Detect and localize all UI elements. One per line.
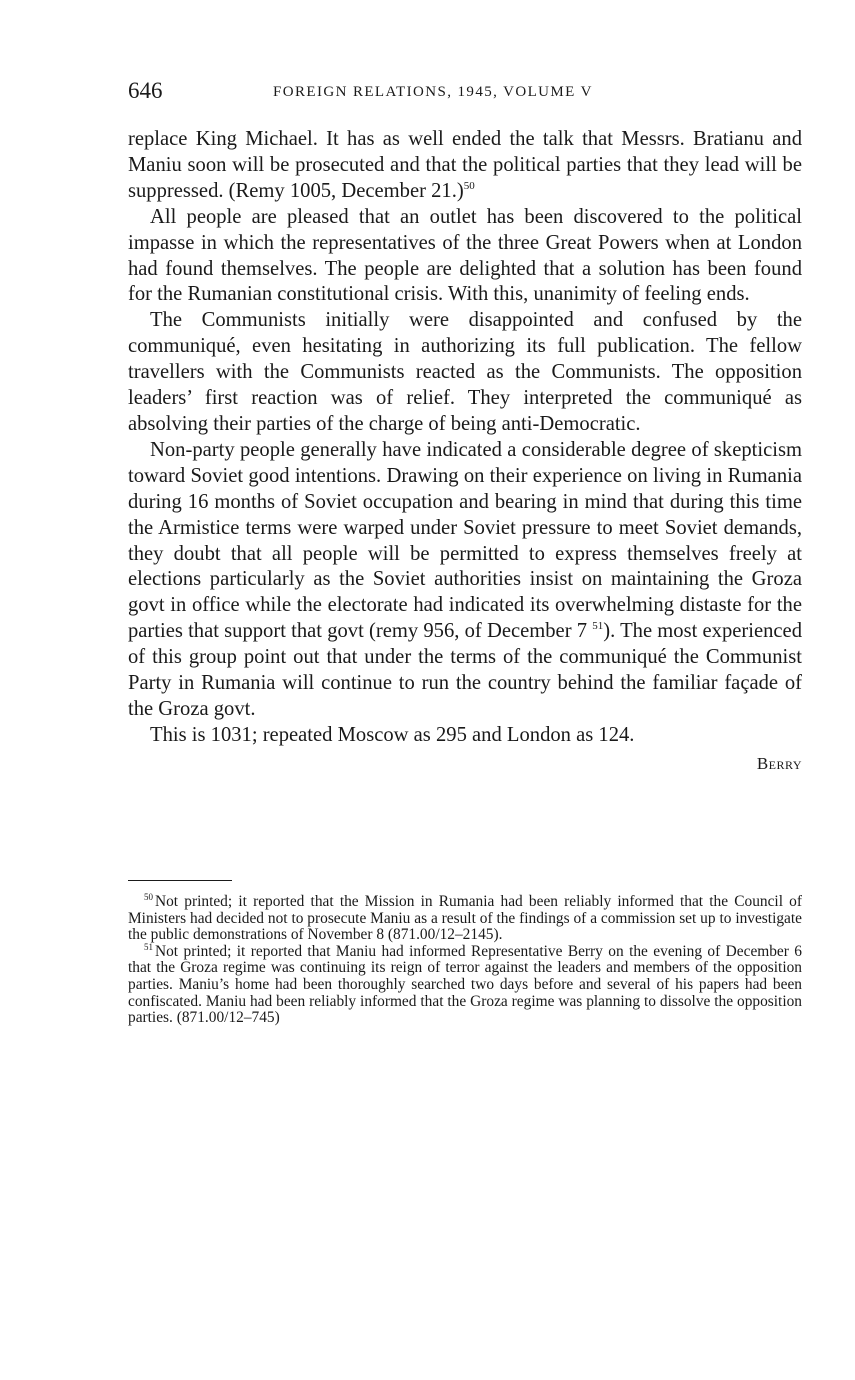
footnote-ref-51[interactable]: 51 (592, 620, 604, 633)
footnote-50-number: 50 (144, 892, 153, 902)
footnote-51-number: 51 (144, 941, 153, 952)
signature: Berry (756, 753, 802, 773)
footnotes (128, 894, 802, 1027)
footnote-50-text: Not printed; it reported that the Mission in Rumania had been reliably informed that the Council of Ministers had decided not to prosecute Maniu as a result of the findings of a commission set up to investigate the public demonstrations of November 8 (871.00/12–2145). (128, 893, 802, 944)
paragraph-3: The Communists initially were disappointed and confused by the communiqué, even hesitating in authorizing its full publication. The fellow travellers with the Communists reacted as the Communists. The opposition leaders’ first reaction was of relief. They interpreted the communiqué as absolving their parties of the charge of being anti-Democratic. (128, 309, 802, 435)
page-header (128, 78, 802, 108)
page-number: 646 (128, 78, 163, 103)
paragraph-1 (128, 127, 802, 205)
paragraph-1-text: replace King Michael. It has as well ended the talk that Messrs. Bratianu and Maniu soon will be prosecuted and that the political parties that they lead will be suppressed. (Remy 1005, December 21.) (128, 128, 802, 202)
footnote-51-text: Not printed; it reported that Maniu had informed Representative Berry on the evening of December 6 that the Groza regime was continuing its reign of terror against the leaders and members of the opposition parties. Maniu’s home had been thoroughly searched two days before and several of his papers had been confiscated. Maniu had been reliably informed that the Groza regime was planning to dissolve the opposition parties. (871.00/12–745) (128, 942, 802, 1027)
running-head: FOREIGN RELATIONS, 1945, VOLUME V (273, 84, 593, 100)
paragraph-2: All people are pleased that an outlet has been discovered to the political impasse in which the representatives of the three Great Powers when at London had found themselves. The people are delighted that a solution has been found for the Rumanian constitutional crisis. With this, unanimity of feeling ends. (128, 205, 802, 306)
paragraph-5: This is 1031; repeated Moscow as 295 and London as 124. (150, 723, 635, 746)
footnote-ref-50[interactable]: 50 (463, 179, 475, 192)
footnote-51 (128, 941, 802, 1027)
paragraph-4-text-b: ). The most experienced of this group point out that under the terms of the communiqué the Communist Party in Rumania will continue to run the country behind the familiar façade of the Groza govt. (128, 620, 802, 720)
body-text (128, 127, 802, 776)
footnote-50 (128, 894, 802, 944)
paragraph-4-text-a: Non-party people generally have indicated a considerable degree of skepticism toward Soviet good intentions. Drawing on their experience on living in Rumania during 16 months of Soviet occupation and bearing in mind that during this time the Armistice terms were warped under Soviet pressure to meet Soviet demands, they doubt that all people will be permitted to express themselves freely at elections particularly as the Soviet authorities insist on maintaining the Groza govt in office while the electorate had indicated its overwhelming distaste for the parties that support that govt (remy 956, of December 7 (128, 438, 802, 643)
paragraph-4 (128, 438, 802, 723)
footnote-divider (128, 880, 232, 881)
